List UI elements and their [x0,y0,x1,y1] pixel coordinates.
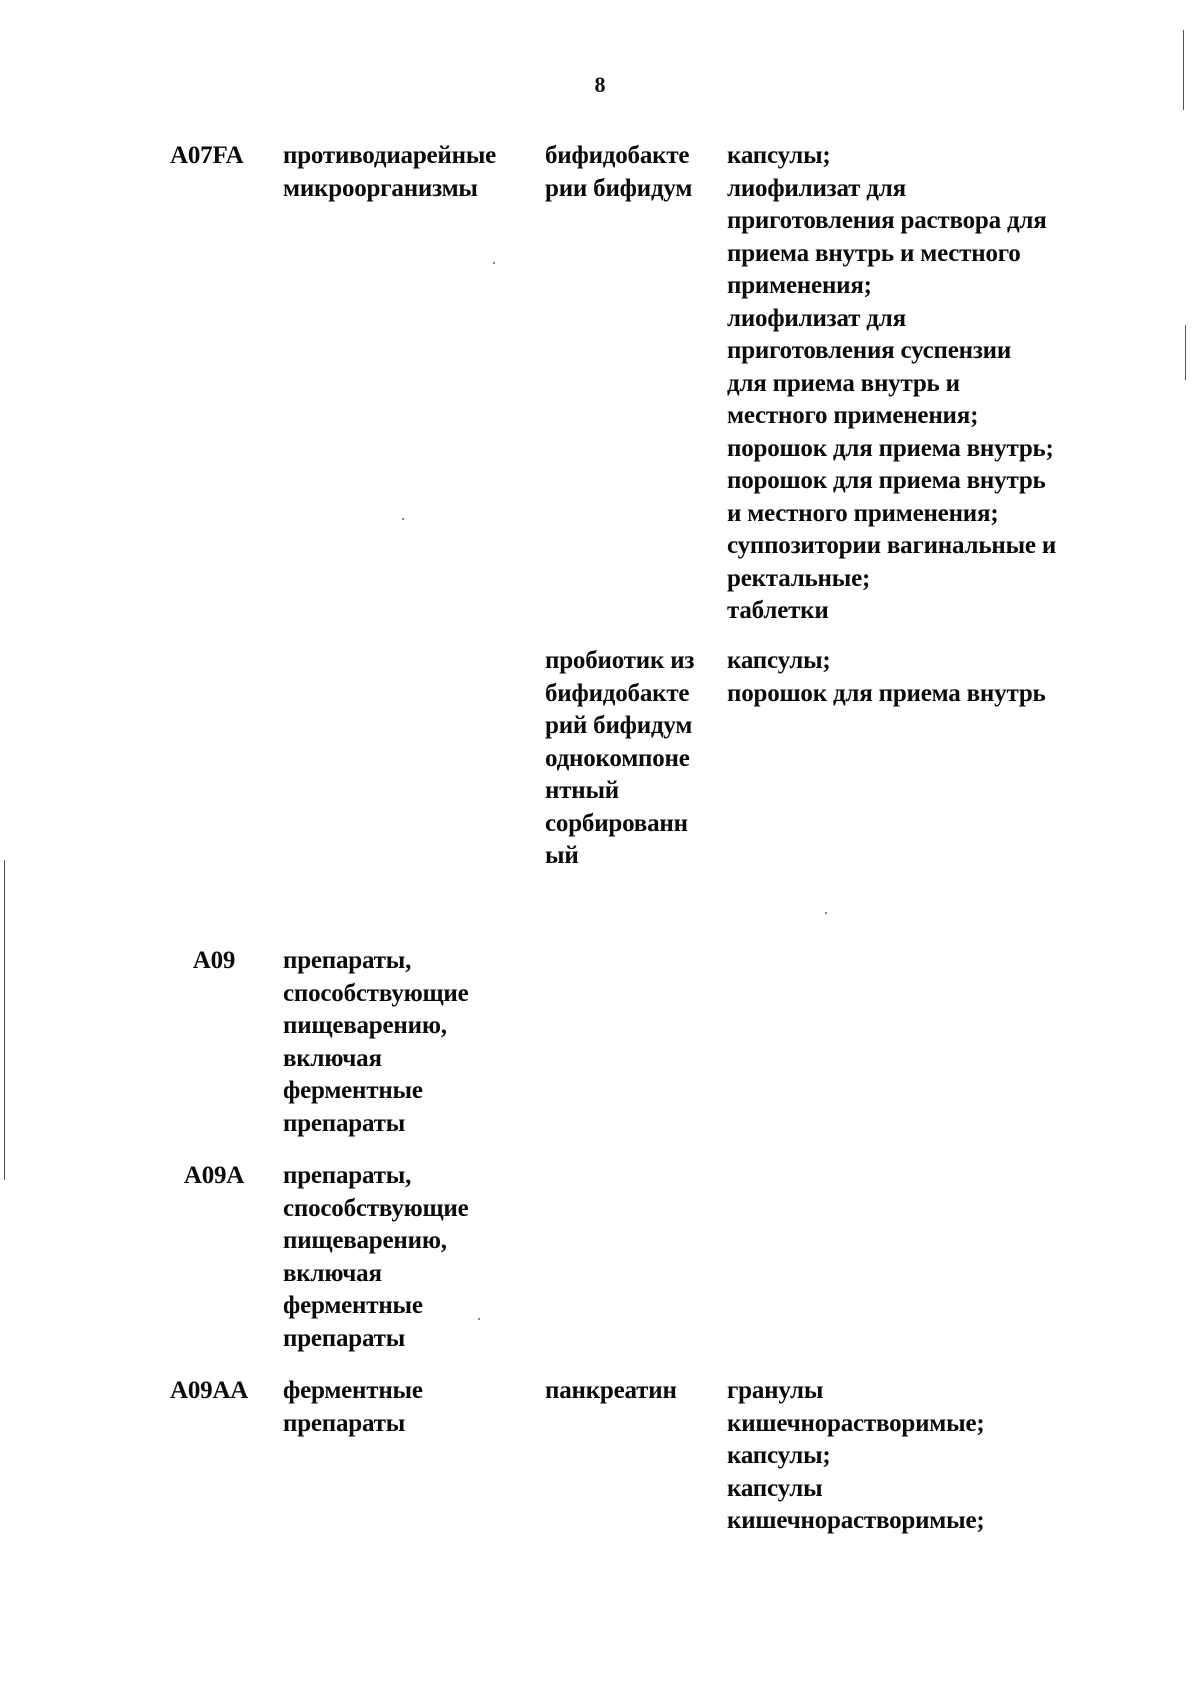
scan-edge-line-right-lower [1185,325,1186,380]
atc-group-name: препараты, способствующие пищеварению, включая ферментные препараты [283,947,469,1137]
atc-code: A07FA [170,142,244,169]
atc-group-name: препараты, способствующие пищеварению, включая ферментные препараты [283,1162,469,1352]
atc-code: A09 [192,947,236,974]
drug-name: пробиотик из бифидобакте рий бифидум однокомпоне нтный сорбированн ый [545,647,695,869]
atc-code: A09AA [170,1377,249,1404]
drug-name: панкреатин [545,1377,677,1404]
scan-edge-line-left [4,860,5,1180]
dosage-forms: капсулы; лиофилизат для приготовления раствора для приема внутрь и местного применения; лиофилизат для приготовления суспензии для приема внутрь и местного применения; порошок для приема внутрь; порошок для приема внутрь и местного применения; суппозитории вагинальные и ректальные; таблетки [727,142,1057,624]
page-number: 8 [594,72,606,97]
drug-name: бифидобакте рии бифидум [545,142,693,202]
dosage-forms: гранулы кишечнорастворимые; капсулы; капсулы кишечнорастворимые; [727,1377,985,1534]
scan-speck [402,518,404,520]
scan-edge-line-right [1183,30,1184,110]
scan-speck [825,912,827,914]
atc-group-name: ферментные препараты [283,1377,423,1437]
dosage-forms: капсулы; порошок для приема внутрь [727,647,1046,707]
atc-code: A09A [183,1162,245,1189]
atc-group-name: противодиарейные микроорганизмы [283,142,497,202]
scan-speck [493,262,495,264]
